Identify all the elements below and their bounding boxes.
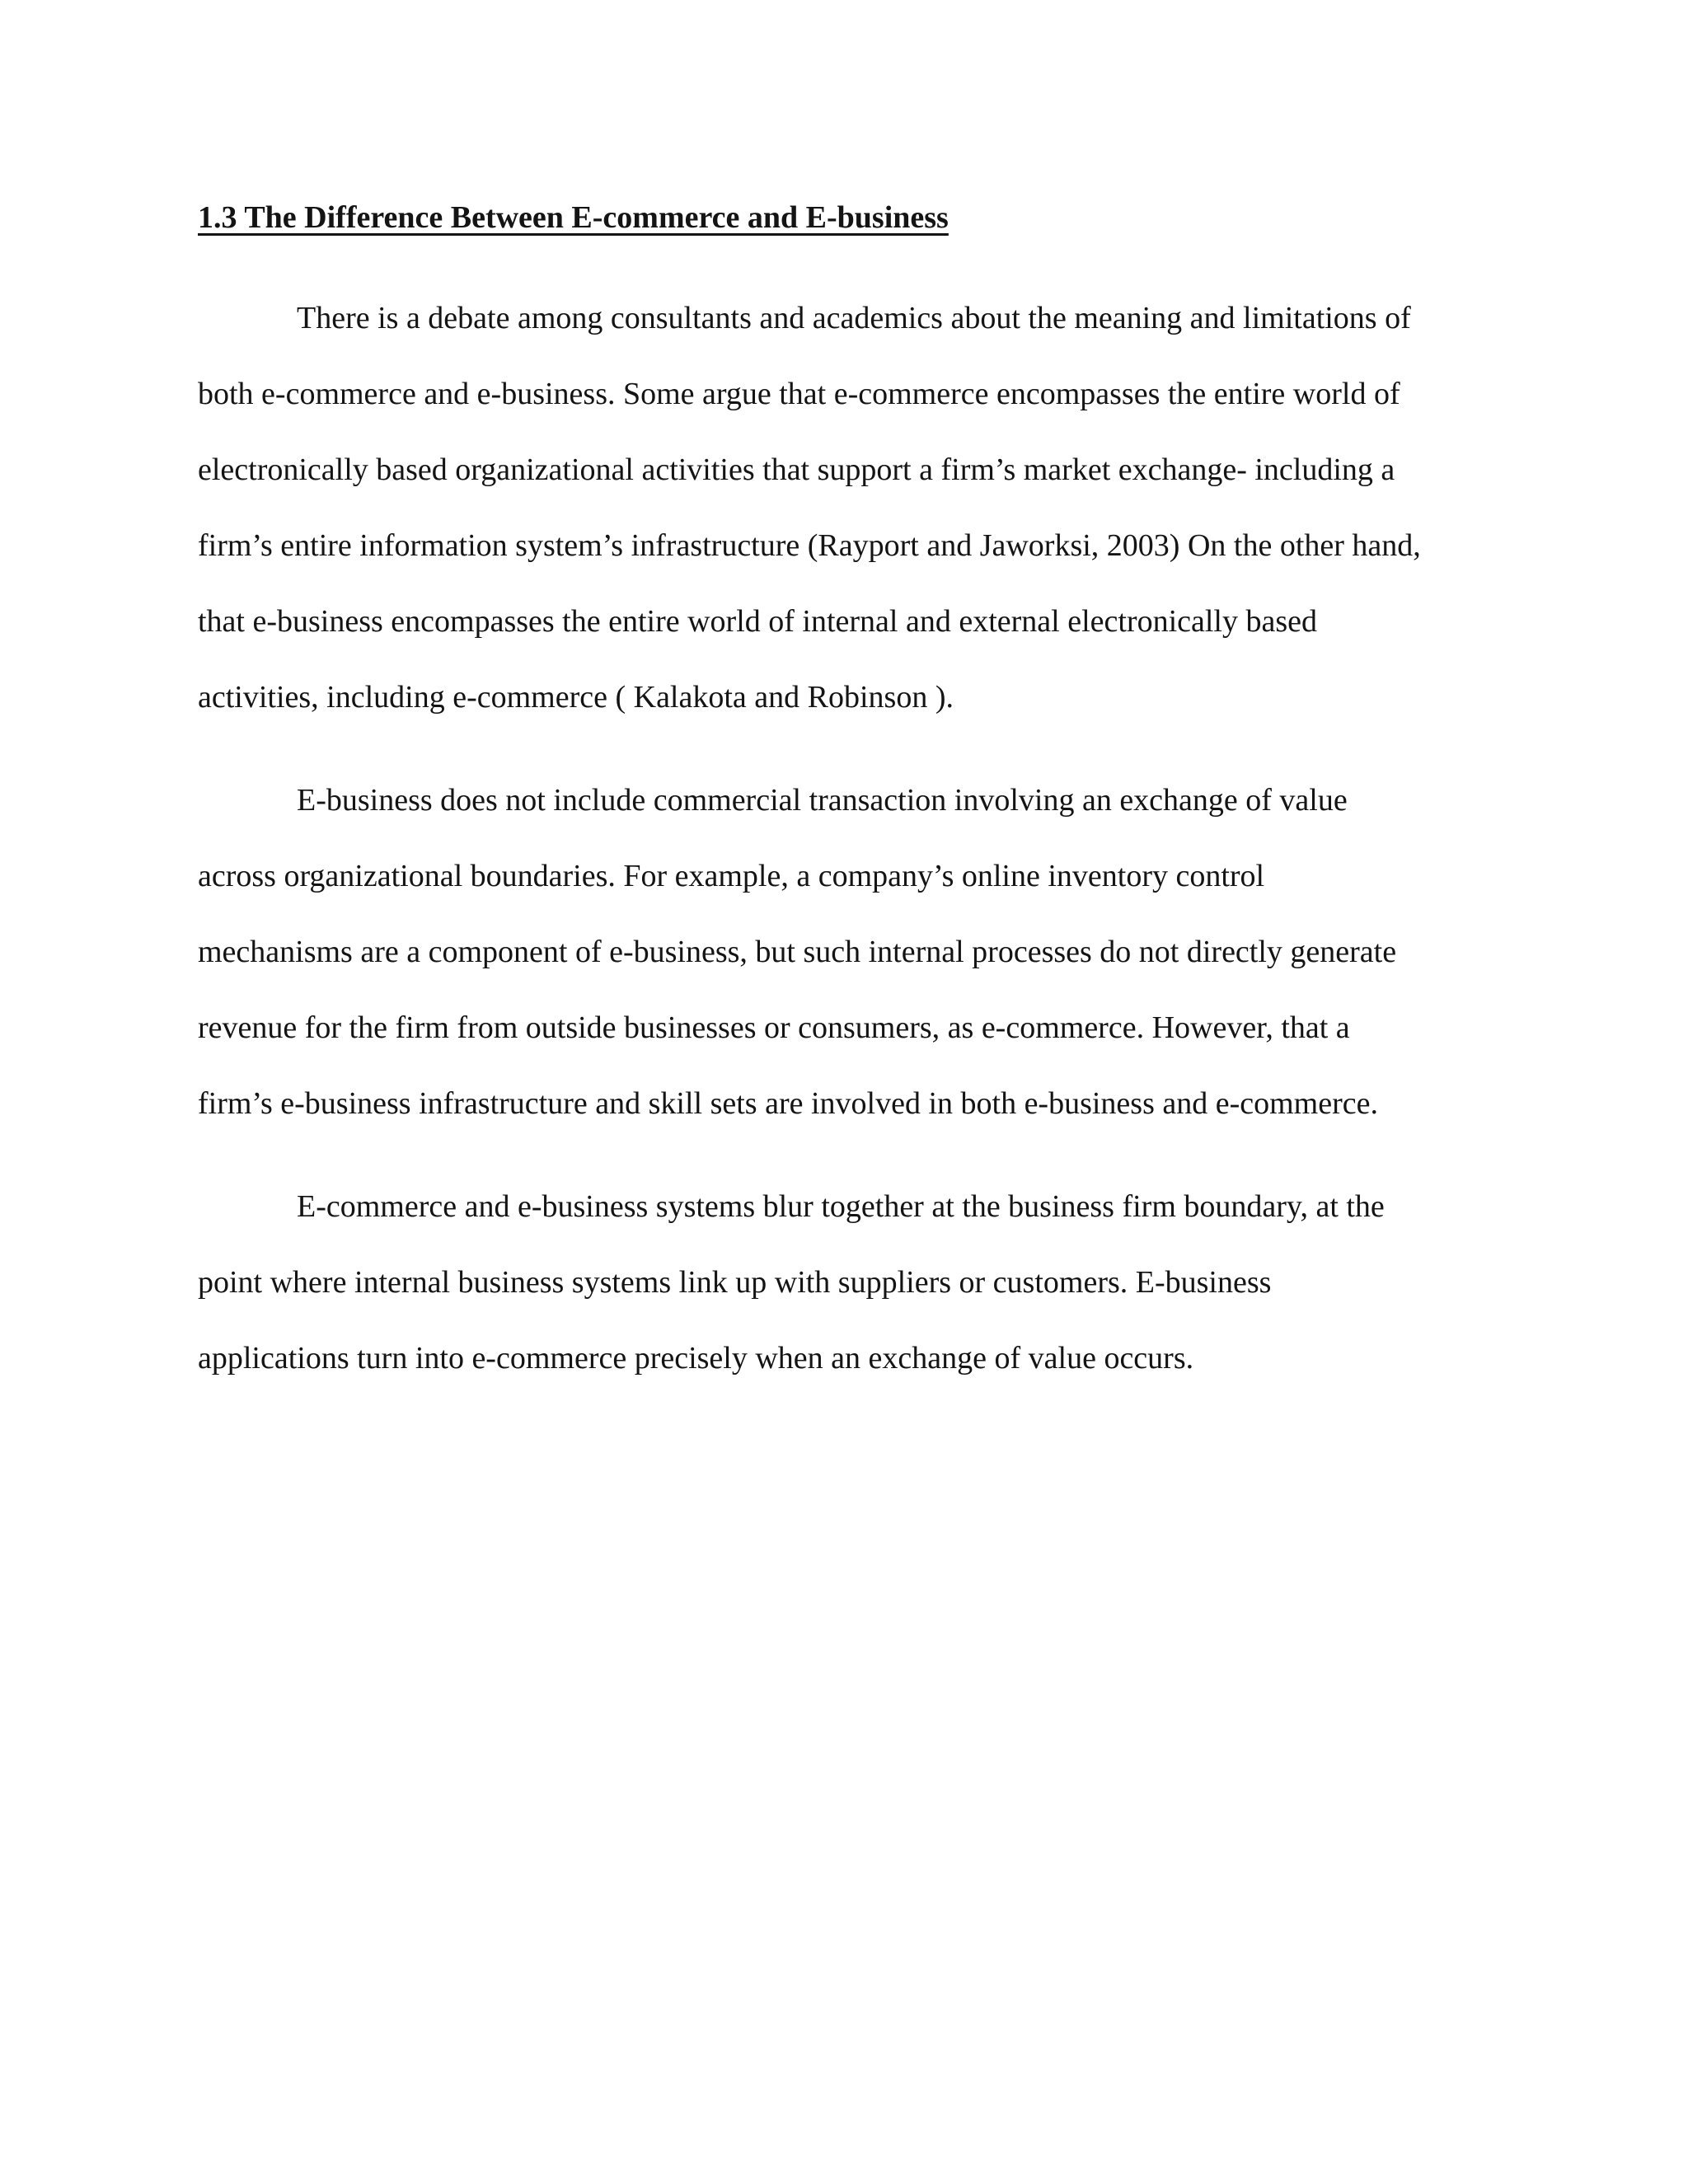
paragraph-line: point where internal business systems link up with suppliers or customers. E-business <box>198 1265 1272 1300</box>
paragraph-line: applications turn into e-commerce precisely when an exchange of value occurs. <box>198 1341 1194 1376</box>
paragraph-line: E-commerce and e-business systems blur together at the business firm boundary, at the <box>297 1189 1385 1224</box>
paragraph-line: firm’s e-business infrastructure and skill sets are involved in both e-business and e-commerce. <box>198 1086 1378 1121</box>
paragraph-line: revenue for the firm from outside businesses or consumers, as e-commerce. However, that a <box>198 1010 1350 1045</box>
paragraph-line: There is a debate among consultants and academics about the meaning and limitations of <box>297 301 1411 335</box>
paragraph-line: that e-business encompasses the entire world of internal and external electronically based <box>198 604 1317 639</box>
paragraph-line: activities, including e-commerce ( Kalakota and Robinson ). <box>198 680 954 715</box>
paragraph-systems-boundary <box>198 1169 1500 1396</box>
paragraph-line: across organizational boundaries. For example, a company’s online inventory control <box>198 859 1265 893</box>
paragraph-line: firm’s entire information system’s infrastructure (Rayport and Jaworksi, 2003) On the other hand, <box>198 528 1421 563</box>
paragraph-line: E-business does not include commercial transaction involving an exchange of value <box>297 783 1348 818</box>
paragraph-ecommerce-ebusiness-debate <box>198 280 1500 735</box>
section-heading: 1.3 The Difference Between E-commerce and E-business <box>198 200 949 235</box>
paragraph-line: mechanisms are a component of e-business, but such internal processes do not directly generate <box>198 935 1397 969</box>
paragraph-ebusiness-scope <box>198 762 1500 1141</box>
body-text <box>198 280 1500 1396</box>
paragraph-line: both e-commerce and e-business. Some argue that e-commerce encompasses the entire world of <box>198 377 1400 411</box>
paragraph-line: electronically based organizational activities that support a firm’s market exchange- including a <box>198 452 1395 487</box>
document-content <box>198 194 1500 1423</box>
